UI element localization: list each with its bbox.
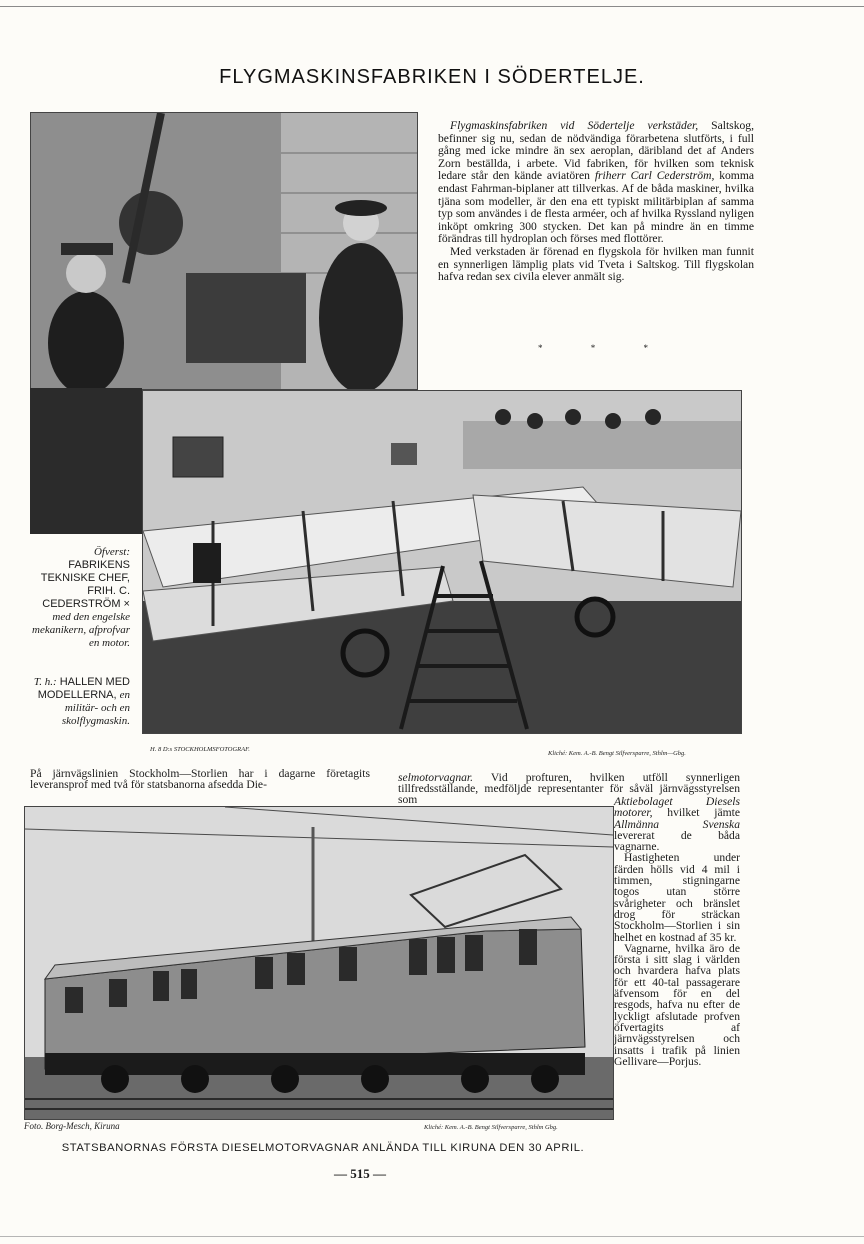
article-text: Saltskog, befinner sig nu, sedan de nödvändiga förarbetena slutförts, i full gång med icke mindre än sex aeroplan, däribland det af Anders Zorn beställda, i arbete. Vid fabriken, för hvilken som teknisk ledare står den kände aviatören: [438, 119, 754, 183]
hangar-cliche-credit: Kliché: Kem. A.-B. Bengt Silfversparre, Sthlm—Gbg.: [548, 750, 686, 757]
train-caption: STATSBANORNAS FÖRSTA DIESELMOTORVAGNAR ANLÄNDA TILL KIRUNA DEN 30 APRIL.: [61, 1142, 585, 1154]
caption-caps: HALLEN MED MODELLERNA,: [37, 676, 130, 701]
bottom-rule: [0, 1236, 864, 1237]
caption-caps: FABRIKENS TEKNISKE CHEF, FRIH. C. CEDERSTRÖM ×: [40, 559, 130, 610]
caption-lead: Öfverst:: [93, 546, 130, 558]
article-text-end: komma endast Fahrman-biplaner att tillverkas. Af de båda maskiner, hvilka tjäna som modeller, är den ena ett typiskt militärbiplan af samma typ som användes i de flesta arméer, och af hvilka Ryssland nyligen inköpt omkring 300 stycken. Det kan på mindre än en timme förändras till hydroplan och förses med flottörer.: [438, 169, 754, 246]
caption-italic: en militär- och en skolflygmaskin.: [61, 689, 130, 727]
engine-photo-extension: [30, 388, 142, 534]
rail-article-col1: På järnvägslinien Stockholm—Storlien har i dagarne företagits leveransprof med två för statsbanorna afsedda Die-: [30, 767, 370, 791]
caption-lead: T. h.:: [33, 676, 57, 688]
rail-paragraph-3: Vagnarne, hvilka äro de första i sitt slag i världen och hvardera hafva plats för ett 40-tal passagerare äfvensom för en del resgods, hafva nu efter de lyckligt afslutade profven öfvertagits af järnvägsstyrelsen och insatts i trafik på linien Gellivare—Porjus.: [614, 941, 740, 1068]
rail-article-text: Vid profturen, hvilken utföll synnerligen tillfredsställande, medföljde representanter för såväl järnvägsstyrelsen som: [398, 771, 740, 806]
hangar-photo: [142, 390, 742, 734]
train-photo: [24, 806, 614, 1120]
star: *: [643, 343, 648, 353]
rail-article-narrow-column: [614, 796, 740, 1067]
company-name-2: Allmänna Svenska: [614, 817, 740, 831]
hangar-photo-illustration: [143, 391, 741, 733]
hangar-photo-credit: H. 8 D:s STOCKHOLMSFOTOGRAF.: [150, 746, 250, 753]
star: *: [538, 343, 543, 353]
section-divider: [538, 343, 648, 353]
page-number: — 515 —: [334, 1166, 386, 1181]
train-photo-illustration: [25, 807, 613, 1119]
train-photo-credit: Foto. Borg-Mesch, Kiruna: [24, 1121, 120, 1131]
article-lead: Flygmaskinsfabriken vid Södertelje verkstäder,: [450, 119, 699, 132]
rail-article-italic: selmotorvagnar.: [398, 771, 474, 784]
page-title: FLYGMASKINSFABRIKEN I SÖDERTELJE.: [219, 66, 645, 88]
article-name: friherr Carl Cederström,: [594, 169, 715, 183]
text: levererat de båda vagnarne.: [614, 828, 740, 854]
train-cliche-credit: Kliché: Kem. A.-B. Bengt Silfversparre, Sthlm Gbg.: [424, 1124, 558, 1131]
engine-photo-illustration: [31, 113, 417, 389]
article-body: [438, 120, 754, 284]
hangar-caption: [30, 676, 130, 728]
caption-italic: med den engelske mekanikern, afprofvar en motor.: [32, 611, 130, 649]
engine-photo: [30, 112, 418, 390]
top-rule: [0, 6, 864, 7]
company-name: Aktiebolaget Diesels motorer,: [614, 795, 740, 820]
star: *: [590, 343, 596, 353]
article-paragraph-2: Med verkstaden är förenad en flygskola för hvilken man funnit en synnerligen lämplig plats vid Tveta i Saltskog. Till flygskolan hafva redan sex civila elever anmält sig.: [438, 244, 754, 284]
rail-paragraph-2: Hastigheten under färden hölls vid 4 mil i timmen, stigningarne togos utan större svårigheter och bränslet drog för sträckan Stockholm—Storlien i sin helhet en kostnad af 35 kr.: [614, 851, 740, 944]
text: hvilket jämte: [652, 806, 740, 820]
engine-caption: [30, 546, 130, 650]
